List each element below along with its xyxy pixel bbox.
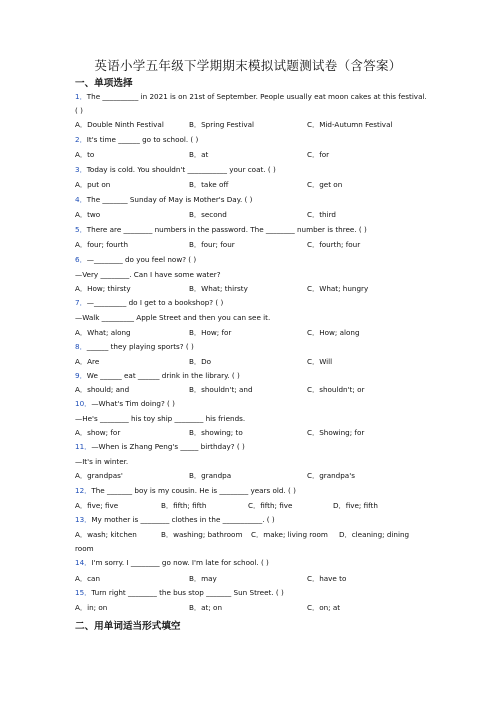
question-10: [75, 400, 175, 407]
question-9-options: [75, 386, 435, 396]
option-a: A．show; for: [75, 428, 121, 437]
option-b: B．second: [189, 210, 227, 219]
question-3-options: [75, 181, 435, 191]
question-11-line-2: —It's in winter.: [75, 457, 129, 466]
option-a: A．put on: [75, 180, 111, 189]
option-a: A．five; five: [75, 501, 119, 510]
option-b: B．take off: [189, 180, 229, 189]
option-b: B．What; thirsty: [189, 284, 248, 293]
section-heading-single-choice: 一、单项选择: [75, 78, 133, 89]
question-text: Today is cold. You shouldn't ___________ your coat. ( ): [86, 165, 276, 174]
option-c: C．Showing; for: [307, 428, 365, 437]
option-c: C．third: [307, 210, 336, 219]
option-b: B．four; four: [189, 240, 235, 249]
question-text: We ______ eat ______ drink in the library. ( ): [86, 371, 240, 380]
option-c: C．grandpa's: [307, 471, 355, 480]
question-11-options: [75, 472, 435, 482]
question-4-options: [75, 211, 435, 221]
question-number: 10．: [75, 399, 92, 408]
option-c: C．fourth; four: [307, 240, 361, 249]
option-c: C．shouldn't; or: [307, 385, 365, 394]
question-text: The _______ boy is my cousin. He is ________ years old. ( ): [91, 486, 296, 495]
option-c: C．have to: [307, 574, 347, 583]
question-6: [75, 256, 196, 263]
option-b: B．may: [189, 574, 217, 583]
option-a: A．should; and: [75, 385, 130, 394]
question-2-options: [75, 151, 435, 161]
question-number: 6．: [75, 255, 87, 264]
option-b: B．How; for: [189, 328, 232, 337]
question-15-options: [75, 604, 435, 614]
option-c: C．make; living room: [251, 530, 328, 539]
question-1: [75, 93, 427, 100]
option-c: C．Will: [307, 357, 333, 366]
option-a: A．wash; kitchen: [75, 530, 137, 539]
question-1-options: [75, 121, 435, 131]
question-number: 4．: [75, 195, 87, 204]
question-number: 15．: [75, 588, 92, 597]
option-a: A．grandpas': [75, 471, 123, 480]
question-number: 11．: [75, 442, 92, 451]
question-number: 13．: [75, 515, 92, 524]
option-a: A．How; thirsty: [75, 284, 131, 293]
question-12: [75, 487, 296, 494]
section-heading-word-forms: 二、用单词适当形式填空: [75, 621, 181, 632]
question-2: [75, 136, 198, 143]
question-14-options: [75, 575, 435, 585]
question-text: Turn right ________ the bus stop _______ Sun Street. ( ): [91, 588, 284, 597]
option-a: A．to: [75, 150, 95, 159]
question-7-options: [75, 329, 435, 339]
option-d: D．five; fifth: [333, 501, 378, 510]
question-13: [75, 516, 275, 523]
question-text: —________ do you feel now? ( ): [86, 255, 197, 264]
question-number: 2．: [75, 135, 87, 144]
option-a: A．can: [75, 574, 101, 583]
question-number: 7．: [75, 298, 87, 307]
question-text: My mother is ________ clothes in the ___________. ( ): [91, 515, 275, 524]
option-a: A．in; on: [75, 603, 108, 612]
option-b: B．washing; bathroom: [161, 530, 243, 539]
option-b: B．fifth; fifth: [161, 501, 207, 510]
question-12-options: [75, 502, 435, 512]
option-a: A．What; along: [75, 328, 131, 337]
page-title: 英语小学五年级下学期期末模拟试题测试卷（含答案）: [94, 58, 402, 73]
question-9: [75, 372, 240, 379]
question-text: —_________ do I get to a bookshop? ( ): [86, 298, 224, 307]
question-text: The __________ in 2021 is on 21st of September. People usually eat moon cakes at this festival.: [86, 92, 427, 101]
option-b: B．at; on: [189, 603, 223, 612]
option-a: A．Double Ninth Festival: [75, 120, 164, 129]
option-c: C．What; hungry: [307, 284, 369, 293]
option-b: B．shouldn't; and: [189, 385, 253, 394]
option-b: B．at: [189, 150, 209, 159]
question-15: [75, 589, 284, 596]
question-number: 9．: [75, 371, 87, 380]
question-number: 1．: [75, 92, 87, 101]
question-4: [75, 196, 252, 203]
question-number: 5．: [75, 225, 87, 234]
question-number: 14．: [75, 558, 92, 567]
option-b: B．grandpa: [189, 471, 232, 480]
option-b: B．showing; to: [189, 428, 243, 437]
question-8: [75, 343, 194, 350]
question-7: [75, 299, 223, 306]
option-c: C．for: [307, 150, 330, 159]
question-10-options: [75, 429, 435, 439]
option-c: C．Mid-Autumn Festival: [307, 120, 393, 129]
option-c: C．fifth; five: [248, 501, 293, 510]
question-text: —When is Zhang Peng's _____ birthday? ( ): [91, 442, 245, 451]
question-number: 8．: [75, 342, 87, 351]
question-10-line-2: —He's ________ his toy ship ________ his friends.: [75, 414, 246, 423]
option-b: B．Do: [189, 357, 212, 366]
question-3: [75, 166, 276, 173]
question-number: 3．: [75, 165, 87, 174]
option-b: B．Spring Festival: [189, 120, 254, 129]
question-text: I'm sorry. I ________ go now. I'm late for school. ( ): [91, 558, 269, 567]
question-text: There are ________ numbers in the password. The ________ number is three. ( ): [86, 225, 367, 234]
question-text: —What's Tim doing? ( ): [91, 399, 175, 408]
question-11: [75, 443, 245, 450]
option-c: C．How; along: [307, 328, 360, 337]
question-6-line-2: —Very ________. Can I have some water?: [75, 270, 221, 279]
option-a: A．two: [75, 210, 101, 219]
question-6-options: [75, 285, 435, 295]
question-5-options: [75, 241, 435, 251]
question-8-options: [75, 358, 435, 368]
option-d: D．cleaning; dining: [339, 530, 410, 539]
question-text: The _______ Sunday of May is Mother's Day. ( ): [86, 195, 253, 204]
question-14: [75, 559, 269, 566]
question-13-options: [75, 531, 435, 541]
question-text: It's time ______ go to school. ( ): [86, 135, 199, 144]
option-a: A．four; fourth: [75, 240, 129, 249]
question-13-option-d-continuation: room: [75, 544, 94, 553]
question-5: [75, 226, 367, 233]
question-number: 12．: [75, 486, 92, 495]
option-c: C．get on: [307, 180, 343, 189]
option-a: A．Are: [75, 357, 100, 366]
question-1-continuation: ( ): [75, 106, 83, 115]
question-7-line-2: —Walk _________ Apple Street and then you can see it.: [75, 313, 271, 322]
option-c: C．on; at: [307, 603, 341, 612]
question-text: ______ they playing sports? ( ): [86, 342, 194, 351]
